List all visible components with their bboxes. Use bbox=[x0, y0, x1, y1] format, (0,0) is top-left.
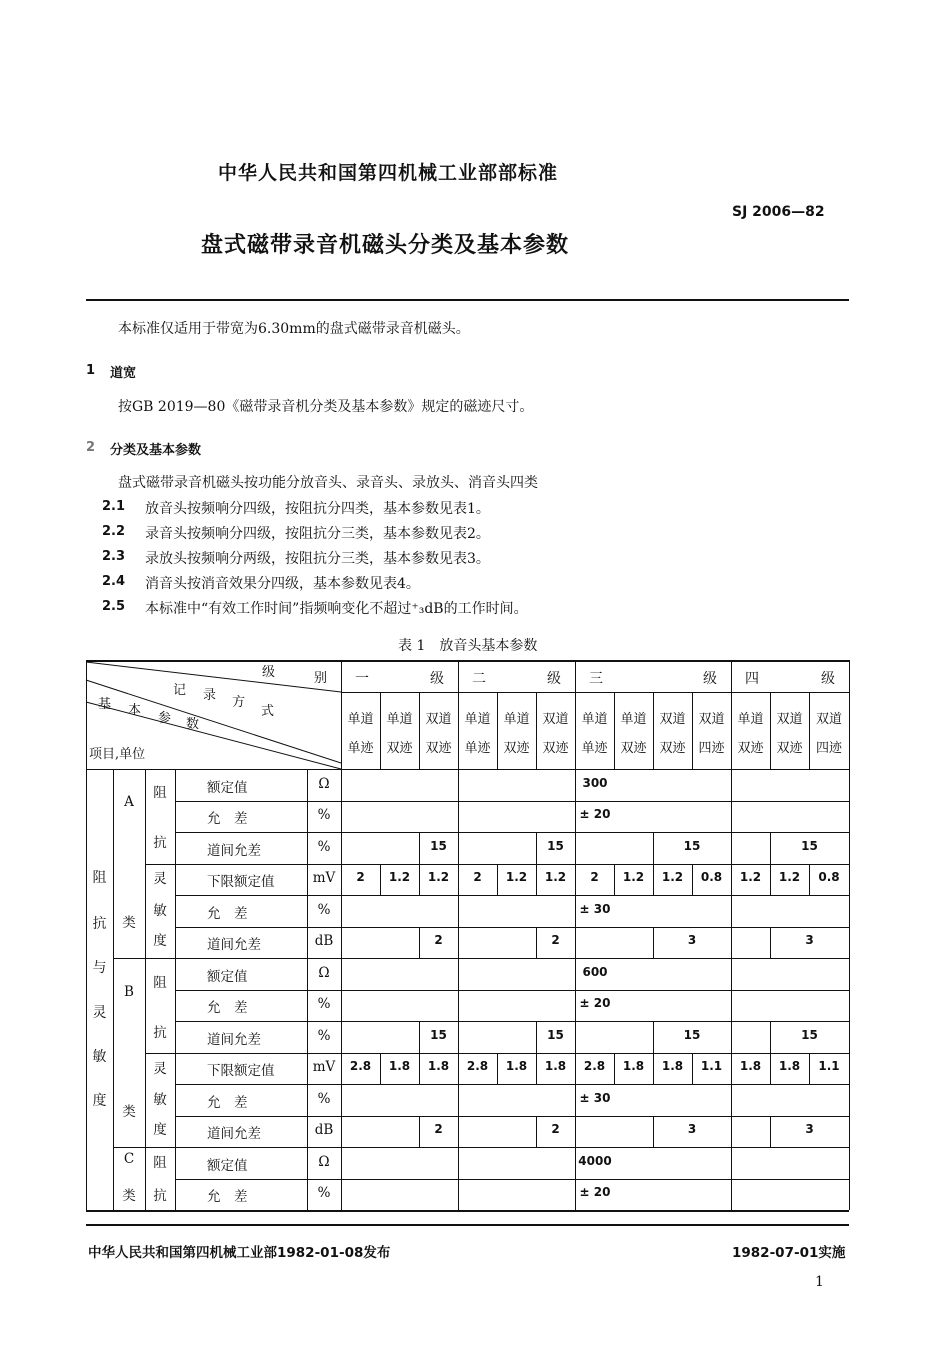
class-a-label: A bbox=[124, 794, 134, 810]
row-value: 2.8 bbox=[349, 1059, 372, 1074]
item-2-5-text: 本标准中“有效工作时间”指频响变化不超过⁺₃dB的工作时间。 bbox=[145, 601, 528, 617]
mode-bottom: 单迹 bbox=[464, 741, 491, 756]
row-value: 2 bbox=[590, 870, 599, 885]
sub-category-char: 敏 bbox=[153, 903, 167, 919]
header-param-char: 数 bbox=[186, 717, 200, 732]
item-2-5-number: 2.5 bbox=[102, 599, 126, 614]
mode-bottom: 双迹 bbox=[542, 741, 569, 756]
row-unit: Ω bbox=[318, 775, 330, 792]
group-inner-rule bbox=[770, 832, 771, 864]
section-1-title: 道宽 bbox=[110, 366, 137, 381]
mode-column-rule bbox=[458, 692, 459, 769]
row-value: 1.2 bbox=[505, 870, 528, 885]
mode-bottom: 双迹 bbox=[386, 741, 413, 756]
mode-column-rule bbox=[536, 692, 537, 769]
row-rule bbox=[175, 1053, 849, 1054]
class-a-suffix: 类 bbox=[122, 915, 136, 931]
row-group-value: 15 bbox=[430, 1027, 447, 1042]
mode-column-rule bbox=[497, 692, 498, 769]
row-value: 1.8 bbox=[427, 1059, 450, 1074]
mode-top: 单道 bbox=[386, 712, 413, 727]
left-category-char: 灵 bbox=[92, 1005, 107, 1021]
left-category-char: 阻 bbox=[92, 870, 107, 886]
row-group-value: 15 bbox=[801, 1027, 818, 1042]
row-rule bbox=[175, 801, 849, 802]
grade-suffix: 级 bbox=[703, 671, 717, 687]
effective-date: 1982-07-01实施 bbox=[732, 1245, 846, 1261]
row-name: 道间允差 bbox=[207, 1126, 261, 1143]
group-inner-rule bbox=[653, 927, 654, 958]
row-value: 1.2 bbox=[388, 870, 411, 885]
section-2-title: 分类及基本参数 bbox=[110, 443, 202, 458]
item-2-2-text: 录音头按频响分四级，按阻抗分三类，基本参数见表2。 bbox=[145, 526, 490, 542]
header-param-char: 本 bbox=[128, 703, 142, 718]
mode-top: 单道 bbox=[503, 712, 530, 727]
row-value: 1.2 bbox=[739, 870, 762, 885]
header-record-char: 式 bbox=[261, 704, 275, 719]
row-rule bbox=[175, 927, 849, 928]
class-c-suffix: 类 bbox=[122, 1188, 136, 1204]
row-name: 下限额定值 bbox=[207, 874, 275, 891]
row-unit: mV bbox=[312, 870, 336, 887]
section-2-number: 2 bbox=[86, 440, 96, 455]
mode-top: 双道 bbox=[698, 712, 725, 727]
row-name: 额定值 bbox=[207, 1157, 248, 1174]
row-group-value: 15 bbox=[801, 838, 818, 853]
row-span-value: 600 bbox=[582, 964, 608, 979]
row-value: 1.2 bbox=[544, 870, 567, 885]
item-2-3-number: 2.3 bbox=[102, 549, 126, 564]
mode-column-rule bbox=[653, 692, 654, 769]
row-rule bbox=[175, 990, 849, 991]
row-span-value: ± 20 bbox=[579, 1185, 611, 1200]
row-name: 额定值 bbox=[207, 968, 248, 985]
left-col-rule bbox=[145, 769, 146, 1210]
item-2-2-number: 2.2 bbox=[102, 524, 126, 539]
row-rule bbox=[175, 832, 849, 833]
mode-top: 双道 bbox=[425, 712, 452, 727]
page-number: 1 bbox=[815, 1274, 824, 1290]
row-unit: % bbox=[317, 996, 331, 1013]
left-category-char: 敏 bbox=[92, 1049, 107, 1065]
item-2-1-text: 放音头按频响分四级，按阻抗分四类，基本参数见表1。 bbox=[145, 501, 490, 517]
row-group-value: 15 bbox=[547, 838, 564, 853]
row-group-value: 3 bbox=[687, 1122, 697, 1137]
class-b-label: B bbox=[124, 984, 134, 1000]
subgroup-rule bbox=[145, 864, 175, 865]
row-name: 允 差 bbox=[207, 1000, 248, 1017]
row-name: 允 差 bbox=[207, 811, 248, 828]
group-inner-rule bbox=[770, 927, 771, 958]
row-name: 道间允差 bbox=[207, 937, 261, 954]
group-inner-rule bbox=[770, 1116, 771, 1147]
header-ji: 级 bbox=[262, 665, 276, 680]
row-unit: dB bbox=[314, 933, 334, 950]
sub-category-char: 灵 bbox=[153, 871, 167, 887]
mode-bottom: 双迹 bbox=[737, 741, 764, 756]
row-unit: % bbox=[317, 1185, 331, 1202]
row-span-value: ± 30 bbox=[579, 901, 611, 916]
section-1-text: 按GB 2019—80《磁带录音机分类及基本参数》规定的磁迹尺寸。 bbox=[118, 399, 534, 415]
row-unit: % bbox=[317, 838, 331, 855]
mode-bottom: 双迹 bbox=[776, 741, 803, 756]
group-inner-rule bbox=[653, 1021, 654, 1053]
row-value: 0.8 bbox=[700, 870, 723, 885]
item-2-1-number: 2.1 bbox=[102, 499, 126, 514]
sub-category-char: 度 bbox=[153, 1122, 167, 1138]
header-record-char: 录 bbox=[203, 688, 217, 703]
group-inner-rule bbox=[770, 1021, 771, 1053]
mode-bottom: 四迹 bbox=[815, 741, 842, 756]
mode-bottom: 单迹 bbox=[581, 741, 608, 756]
row-span-value: 300 bbox=[582, 775, 608, 790]
org-title: 中华人民共和国第四机械工业部部标准 bbox=[218, 162, 559, 184]
row-unit: Ω bbox=[318, 1153, 330, 1170]
row-span-value: ± 30 bbox=[579, 1090, 611, 1105]
row-rule bbox=[175, 864, 849, 865]
row-value: 1.8 bbox=[661, 1059, 684, 1074]
row-rule bbox=[175, 1116, 849, 1117]
group-inner-rule bbox=[653, 1116, 654, 1147]
section-2-text: 盘式磁带录音机磁头按功能分放音头、录音头、录放头、消音头四类 bbox=[118, 475, 538, 491]
sub-category-char: 抗 bbox=[153, 1188, 167, 1204]
mode-column-rule bbox=[770, 692, 771, 769]
row-rule bbox=[175, 1084, 849, 1085]
mode-column-rule bbox=[419, 692, 420, 769]
class-b-suffix: 类 bbox=[122, 1104, 136, 1120]
row-value: 1.8 bbox=[622, 1059, 645, 1074]
mode-top: 单道 bbox=[464, 712, 491, 727]
row-unit: dB bbox=[314, 1122, 334, 1139]
left-category-char: 度 bbox=[92, 1093, 107, 1109]
row-group-value: 2 bbox=[434, 933, 443, 948]
row-group-value: 3 bbox=[805, 1122, 814, 1137]
row-value: 1.2 bbox=[622, 870, 645, 885]
row-unit: % bbox=[317, 807, 331, 824]
mode-top: 单道 bbox=[581, 712, 608, 727]
sub-category-char: 抗 bbox=[153, 835, 167, 851]
row-group-value: 2 bbox=[551, 1122, 560, 1137]
row-unit: Ω bbox=[318, 964, 330, 981]
grade-label: 三 bbox=[589, 671, 603, 687]
row-group-value: 3 bbox=[687, 933, 697, 948]
row-value: 2 bbox=[473, 870, 482, 885]
row-name: 道间允差 bbox=[207, 842, 261, 859]
row-value: 1.1 bbox=[818, 1059, 840, 1074]
class-c-label: C bbox=[123, 1151, 135, 1167]
mode-top: 双道 bbox=[776, 712, 803, 727]
mode-bottom: 双迹 bbox=[659, 741, 686, 756]
row-span-value: 4000 bbox=[578, 1153, 612, 1168]
item-2-4-number: 2.4 bbox=[102, 574, 126, 589]
header-bie: 别 bbox=[314, 671, 328, 686]
grade-label: 一 bbox=[355, 671, 369, 687]
row-name: 允 差 bbox=[207, 1094, 248, 1111]
row-unit: % bbox=[317, 901, 331, 918]
mode-bottom: 单迹 bbox=[347, 741, 374, 756]
row-value: 1.2 bbox=[661, 870, 684, 885]
left-col-rule bbox=[113, 769, 114, 1210]
row-group-value: 15 bbox=[683, 838, 701, 853]
header-item-unit: 项目,单位 bbox=[89, 747, 146, 762]
class-rule bbox=[113, 958, 175, 959]
publish-info: 中华人民共和国第四机械工业部1982-01-08发布 bbox=[88, 1245, 391, 1261]
sub-category-char: 敏 bbox=[153, 1092, 167, 1108]
mode-top: 双道 bbox=[542, 712, 569, 727]
document-title: 盘式磁带录音机磁头分类及基本参数 bbox=[201, 233, 570, 258]
sub-category-char: 阻 bbox=[153, 975, 167, 991]
mode-column-rule bbox=[575, 692, 576, 769]
row-name: 下限额定值 bbox=[207, 1063, 275, 1080]
mode-column-rule bbox=[380, 692, 381, 769]
mode-top: 双道 bbox=[815, 712, 842, 727]
row-group-value: 2 bbox=[551, 933, 560, 948]
mode-column-rule bbox=[809, 692, 810, 769]
grade-suffix: 级 bbox=[547, 671, 561, 687]
grade-suffix: 级 bbox=[430, 671, 444, 687]
row-unit: % bbox=[317, 1027, 331, 1044]
grade-label: 四 bbox=[745, 671, 759, 687]
left-category-char: 抗 bbox=[92, 916, 107, 932]
row-value: 1.8 bbox=[778, 1059, 801, 1074]
class-rule bbox=[113, 1147, 175, 1148]
grade-group-rule bbox=[849, 660, 850, 1210]
row-group-value: 15 bbox=[430, 838, 447, 853]
row-value: 2.8 bbox=[466, 1059, 489, 1074]
row-group-value: 15 bbox=[547, 1027, 564, 1042]
header-record-char: 记 bbox=[173, 683, 187, 698]
standard-code: SJ 2006—82 bbox=[732, 204, 825, 220]
row-value: 1.8 bbox=[739, 1059, 762, 1074]
left-category-char: 与 bbox=[92, 960, 107, 976]
row-value: 1.2 bbox=[778, 870, 801, 885]
header-param-char: 参 bbox=[158, 711, 172, 726]
row-rule bbox=[175, 1021, 849, 1022]
grade-suffix: 级 bbox=[821, 671, 835, 687]
row-group-value: 15 bbox=[683, 1027, 701, 1042]
sub-category-char: 度 bbox=[153, 933, 167, 949]
row-name: 道间允差 bbox=[207, 1031, 261, 1048]
sub-category-char: 阻 bbox=[153, 785, 167, 801]
mode-top: 单道 bbox=[737, 712, 764, 727]
scope-text: 本标准仅适用于带宽为6.30mm的盘式磁带录音机磁头。 bbox=[118, 321, 470, 337]
mode-bottom: 双迹 bbox=[425, 741, 452, 756]
row-value: 2 bbox=[356, 870, 365, 885]
table-left-rule bbox=[86, 660, 87, 1210]
mode-top: 单道 bbox=[620, 712, 647, 727]
sub-category-char: 阻 bbox=[153, 1155, 167, 1171]
subgroup-rule bbox=[145, 1053, 175, 1054]
grade-label: 二 bbox=[472, 671, 486, 687]
row-name: 允 差 bbox=[207, 1189, 248, 1206]
mode-top: 双道 bbox=[659, 712, 686, 727]
header-record-char: 方 bbox=[232, 695, 246, 710]
row-span-value: ± 20 bbox=[579, 996, 611, 1011]
row-group-value: 3 bbox=[805, 933, 814, 948]
sub-category-char: 抗 bbox=[153, 1025, 167, 1041]
section-1-number: 1 bbox=[86, 363, 96, 378]
item-2-4-text: 消音头按消音效果分四级，基本参数见表4。 bbox=[145, 576, 420, 592]
row-value: 2.8 bbox=[583, 1059, 606, 1074]
row-span-value: ± 20 bbox=[579, 807, 611, 822]
row-value: 1.2 bbox=[427, 870, 450, 885]
mode-column-rule bbox=[731, 692, 732, 769]
table-caption: 表 1 放音头基本参数 bbox=[398, 638, 538, 654]
row-unit: % bbox=[317, 1090, 331, 1107]
item-2-3-text: 录放头按频响分两级，按阻抗分三类，基本参数见表3。 bbox=[145, 551, 490, 567]
mode-bottom: 四迹 bbox=[698, 741, 725, 756]
row-rule bbox=[175, 895, 849, 896]
mode-bottom: 双迹 bbox=[503, 741, 530, 756]
row-unit: mV bbox=[312, 1059, 336, 1076]
row-value: 1.8 bbox=[544, 1059, 567, 1074]
row-value: 1.8 bbox=[388, 1059, 411, 1074]
mode-bottom: 双迹 bbox=[620, 741, 647, 756]
header-param-char: 基 bbox=[98, 697, 112, 712]
row-rule bbox=[175, 1147, 849, 1148]
group-inner-rule bbox=[653, 832, 654, 864]
row-rule bbox=[175, 958, 849, 959]
row-rule bbox=[175, 1179, 849, 1180]
row-value: 1.1 bbox=[700, 1059, 723, 1074]
sub-category-char: 灵 bbox=[153, 1061, 167, 1077]
row-name: 额定值 bbox=[207, 779, 248, 796]
mode-column-rule bbox=[692, 692, 693, 769]
row-group-value: 2 bbox=[434, 1122, 443, 1137]
footer-rule bbox=[86, 1224, 849, 1226]
row-value: 0.8 bbox=[818, 870, 840, 885]
mode-top: 单道 bbox=[347, 712, 374, 727]
mode-column-rule bbox=[614, 692, 615, 769]
row-value: 1.8 bbox=[505, 1059, 528, 1074]
row-name: 允 差 bbox=[207, 905, 248, 922]
